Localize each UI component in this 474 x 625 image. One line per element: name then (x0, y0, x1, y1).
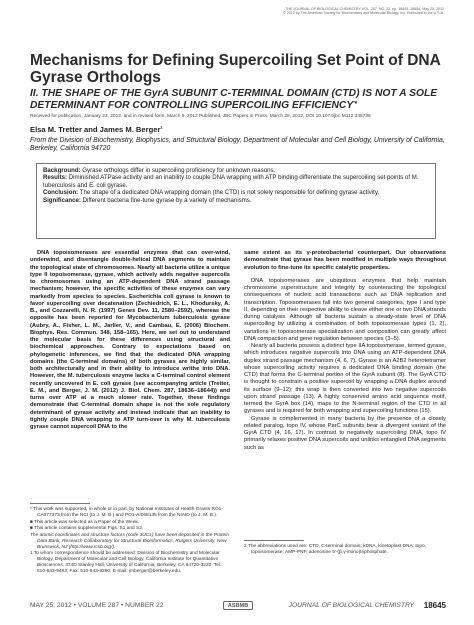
author-affiliation: From the Division of Biochemistry, Biophysics, and Structural Biology, Department of Molecular and Cell Biology, University of California, Berkeley, California 94720 (30, 137, 445, 153)
footnotes-left (30, 498, 230, 576)
footnote-abbreviations: 2 The abbreviations used are: CTD, C-terminal domain; kDNA, kinetoplast DNA; topo, topoisomerase; AMP-PNP, adenosine 5'-(β,γ-imino)triphosphate. (244, 544, 427, 555)
right-column (244, 250, 446, 452)
author-footnote-mark: 1 (160, 124, 163, 130)
abstract-results (43, 174, 429, 189)
author-names: Elsa M. Tretter and James M. Berger (30, 125, 161, 134)
abstract-significance-label: Significance: (43, 196, 81, 204)
body-paragraph-1: DNA topoisomerases are ubiquitous enzymes that help maintain chromosome superstructure and integrity by counteracting the topological consequences of nucleic acid transactions such as DNA replication and transcription. Topoisomerases fall into two general categories, type I and type II, depending on their respective ability to cleave either one or two DNA strands during catalysis. Although all bacteria sustain a steady-state level of DNA supercoiling by utilizing a combination of both topoisomerase types (1, 2), variations in topoisomerase specialization and composition can greatly affect DNA compaction and gene regulation between species (3–5). (244, 277, 446, 342)
abstract-background-text: Gyrase orthologs differ in supercoiling proficiency for unknown reasons. (82, 167, 276, 174)
body-paragraph-3: Gyrase is complemented in many bacteria by the presence of a closely related paralog, topo IV, whose ParC subunits bear a divergent variant of the GyrA CTD (4, 16, 17). In contrast to negatively supercoiling DNA, topo IV primarily relaxes positive DNA supercoils and unlinks entangled DNA segments such as (244, 415, 446, 451)
summary-paragraph-continued: same extent as its γ-proteobacterial counterpart. Our observations demonstrate that gyrase has been modified in multiple ways throughout evolution to fine-tune its specific catalytic properties. (244, 250, 446, 271)
received-dates: Received for publication, January 23, 2012, and in revised form, March 9, 2012 Published, JBC Papers in Press, March 28, 2012, DOI 10.1074/jbc.M112.345736 (30, 114, 371, 119)
page-footer (30, 600, 446, 614)
running-head-line-1: THE JOURNAL OF BIOLOGICAL CHEMISTRY VOL. 287, NO. 22, pp. 18645–18654, May 25, 2012 (285, 7, 444, 11)
footnote-supplemental: ■ This article contains supplemental Figs. S1 and S2. (30, 526, 144, 531)
abstract-conclusion-label: Conclusion: (43, 189, 79, 197)
running-head-line-2: © 2012 by The American Society for Biochemistry and Molecular Biology, Inc. Published in the U.S.A. (283, 11, 444, 16)
article-subtitle (30, 88, 450, 111)
article-title: Mechanisms for Defining Supercoiling Set Point of DNA Gyrase Orthologs (30, 52, 441, 86)
abstract-background-label: Background: (43, 167, 81, 174)
left-column (30, 250, 230, 431)
footnote-paper-of-week: ■ This article was selected as a Paper of the Week. (30, 519, 140, 525)
footnote-correspondence: 1 To whom correspondence should be addressed: Division of Biochemistry and Molecular Biology, Department of Molecular and Cell Biology, California Institute for Quantitative Biosciences, 374D Stanley Hall, University of California, Berkeley, CA 94720-3220. Tel.: 510-643-9483; Fax: 510-643-9290; E-mail: jmberger@berkeley.edu. (30, 551, 223, 574)
footnote-pdb-deposit: The atomic coordinates and structure factors (code 3UC1) have been deposited in the Protein Data Bank, Research Collaboratory for Structural Bioinformatics, Rutgers University, New Brunswick, NJ (http://www.rcsb.org/). (30, 532, 229, 550)
abstract-conclusion-text: The shape of a dedicated DNA wrapping domain (the CTD) is not solely responsible for defining gyrase activity. (79, 189, 380, 197)
abstract-significance-text: Different bacteria fine-tune gyrase by a variety of mechanisms. (82, 196, 252, 204)
abstract-significance (43, 197, 429, 204)
structured-abstract (36, 163, 436, 239)
running-head (194, 7, 444, 16)
abstract-background (43, 167, 429, 174)
abstract-results-label: Results: (43, 174, 68, 182)
footer-issue-info: MAY 25, 2012 • VOLUME 287 • NUMBER 22 (30, 602, 164, 609)
article-subtitle-text: II. THE SHAPE OF THE GyrA SUBUNIT C-TERMINAL DOMAIN (CTD) IS NOT A SOLE DETERMINANT FOR CONTROLLING SUPERCOILING EFFICIENCY (30, 88, 438, 111)
footnote-divider-right (244, 540, 304, 541)
summary-paragraph: DNA topoisomerases are essential enzymes that can over-wind, underwind, and disentangle double-helical DNA segments to maintain the topological state of chromosomes. Nearly all bacteria utilize a unique type II topoisomerase, gyrase, which actively adds negative supercoils to chromosomes using an ATP-dependent DNA strand passage mechanism; however, the specific activities of these enzymes can vary markedly from species to species. Escherichia coli gyrase is known to favor supercoiling over decatenation (Zechiedrich, E. L., Khodursky, A. B., and Cozzarelli, N. R. (1997) Genes Dev. 11, 2580–2592), whereas the opposite has been reported for Mycobacterium tuberculosis gyrase (Aubry, A., Fisher, L. M., Jarlier, V., and Cambau, E. (2006) Biochem. Biophys. Res. Commun. 348, 158–165). Here, we set out to understand the molecular basis for these differences using structural and biochemical approaches. Contrary to expectations based on phylogenetic inferences, we find that the dedicated DNA wrapping domains (the C-terminal domains) of both gyrases are highly similar, both architecturally and in their ability to introduce writhe into DNA. However, the M. tuberculosis enzyme lacks a C-terminal control element recently uncovered in E. coli gyrase (see accompanying article (Tretter, E. M., and Berger, J. M. (2012) J. Biol. Chem. 287, 18636–18644)) and turns over ATP at a much slower rate. Together, these findings demonstrate that C-terminal domain shape is not the sole regulatory determinant of gyrase activity and instead indicate that an inability to tightly couple DNA wrapping to ATP turn-over is why M. tuberculosis gyrase cannot supercoil DNA to the (30, 250, 230, 430)
asbmb-logo: ASBMB (223, 601, 253, 610)
page-number: 18645 (423, 600, 446, 610)
footnote-divider (30, 503, 90, 504)
footnote-funding: * This work was supported, in whole or in part, by National Institutes of Health Grants RO1-CA077373 from the NCI (to J. M. B.) and PO1-AI068135 from the NIAID (to J. M. B.). (30, 507, 223, 518)
footer-journal-name: JOURNAL OF BIOLOGICAL CHEMISTRY (288, 602, 414, 609)
abstract-results-text: Diminished ATPase activity and an inability to couple DNA wrapping with ATP binding differentiate the supercoiling set points of M. tuberculosis and E. coli gyrase. (43, 174, 419, 189)
body-paragraph-2: Nearly all bacteria possess a distinct type IIA topoisomerase, termed gyrase, which introduces negative supercoils into DNA using an ATP-dependent DNA duplex strand passage mechanism (4, 6, 7). Gyrase is an A2B2 heterotetramer whose supercoiling activity requires a dedicated DNA binding domain (the CTD) that forms the C-terminal portion of the GyrA subunit (8). The GyrA CTD is thought to constrain a positive supercoil by wrapping a DNA duplex around its surface (9–12); this wrap is then converted into two negative supercoils upon strand passage (13). A highly conserved amino acid sequence motif, termed the GyrA box (14), maps to the N-terminal region of the CTD in all gyrases and is required for both wrapping and supercoiling functions (15). (244, 343, 446, 415)
abstract-conclusion (43, 189, 429, 196)
subtitle-footnote-marks: *■ (353, 99, 358, 105)
author-list (30, 125, 450, 134)
footnotes-right (244, 540, 446, 556)
